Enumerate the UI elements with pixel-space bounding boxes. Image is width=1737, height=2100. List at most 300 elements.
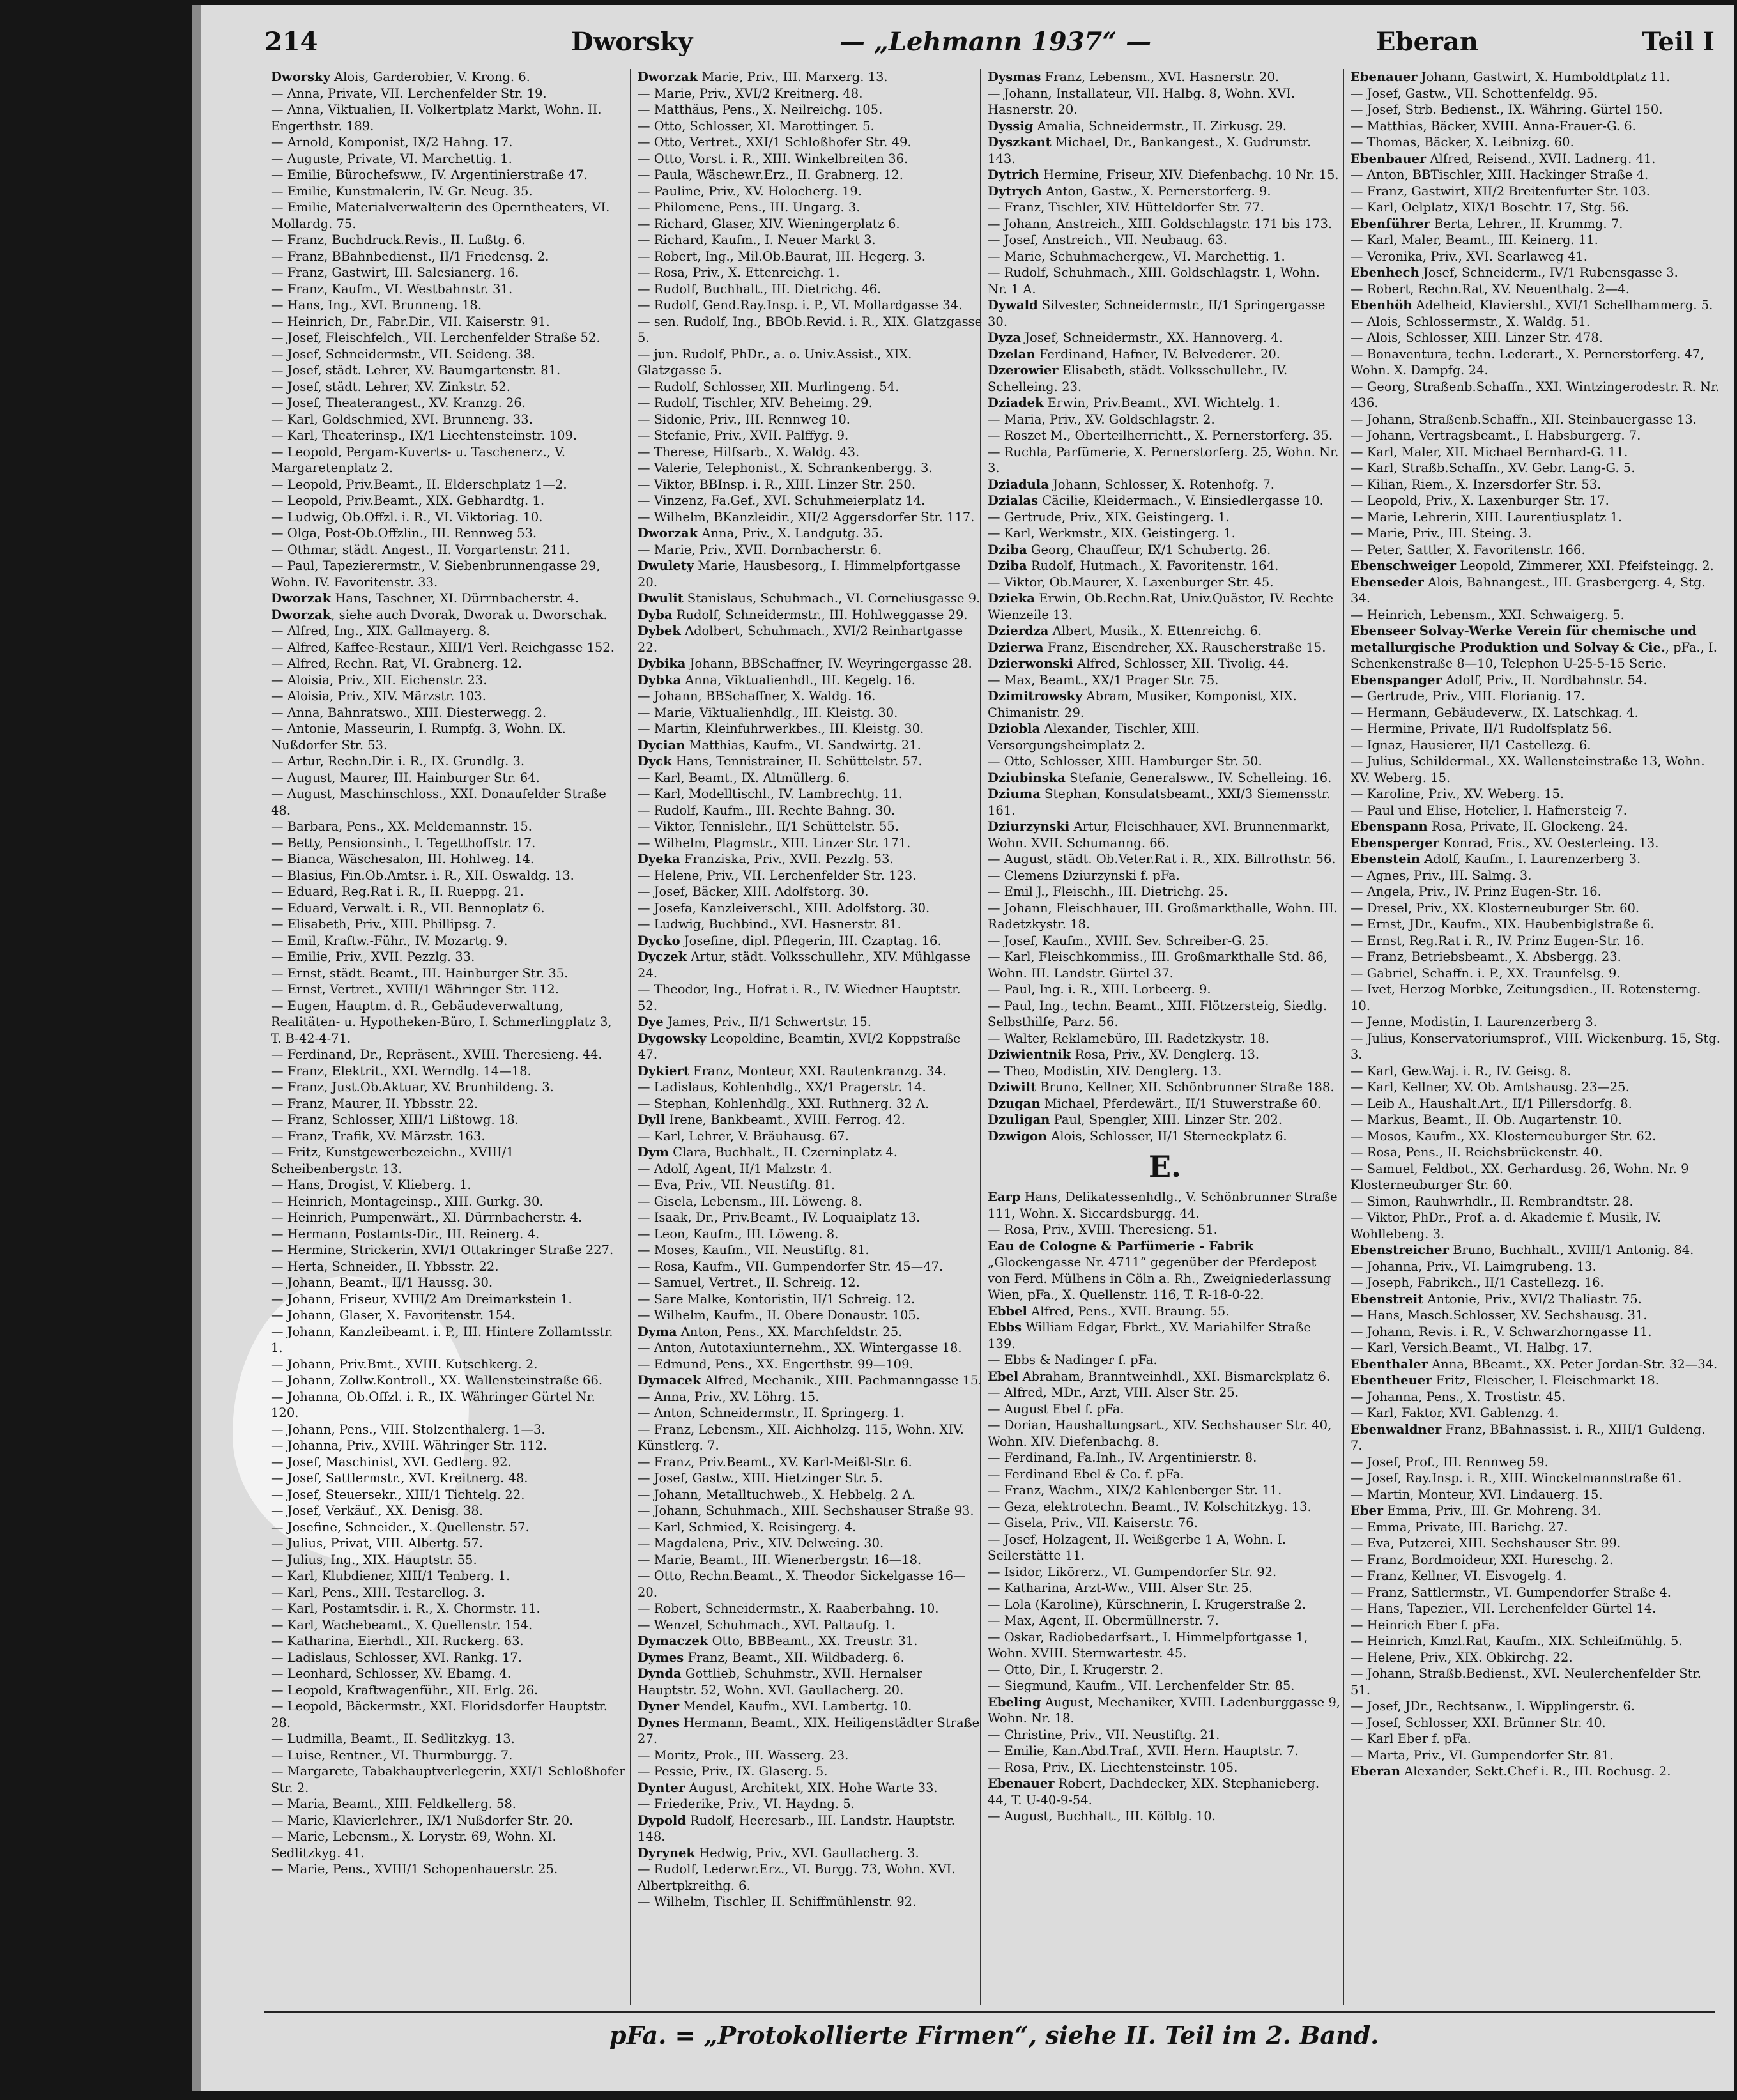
entry-text: Hans, Taschner, XI. Dürrnbacherstr. 4.: [331, 591, 579, 606]
entry-text: — Marie, Priv., XVI/2 Kreitnerg. 48.: [638, 86, 863, 101]
directory-entry: [271, 933, 625, 949]
entry-text: — Emil J., Fleischh., III. Dietrichg. 25.: [988, 884, 1228, 899]
entry-text: — Emilie, Priv., XVII. Pezzlg. 33.: [271, 949, 475, 964]
directory-entry: [638, 1813, 983, 1845]
directory-entry: [638, 1079, 983, 1096]
entry-text: — Arnold, Komponist, IX/2 Hahng. 17.: [271, 135, 513, 149]
directory-entry: [638, 1600, 983, 1617]
directory-entry: [988, 655, 1342, 672]
entry-text: — Wenzel, Schuhmach., XVI. Paltaufg. 1.: [638, 1617, 896, 1632]
entry-text: — Geza, elektrotechn. Beamt., IV. Kolschitzkyg. 13.: [988, 1499, 1312, 1514]
directory-entry: [638, 1422, 983, 1454]
directory-entry: [638, 1209, 983, 1226]
entry-text: — Gisela, Lebensm., III. Löweng. 8.: [638, 1193, 862, 1209]
entry-surname: Dym: [638, 1145, 669, 1160]
directory-entry: [271, 411, 625, 428]
entry-text: — Ladislaus, Schlosser, XVI. Rankg. 17.: [271, 1650, 522, 1665]
entry-text: — Karl, Goldschmied, XVI. Brunneng. 33.: [271, 411, 533, 427]
entry-text: — Max, Beamt., XX/1 Prager Str. 75.: [988, 672, 1219, 687]
entry-text: — Samuel, Vertret., II. Schreig. 12.: [638, 1275, 860, 1290]
entry-text: Michael, Pferdewärt., II/1 Stuwerstraße 60.: [1040, 1096, 1322, 1111]
directory-entry: [638, 1226, 983, 1243]
entry-surname: Dybka: [638, 672, 682, 687]
entry-text: — Ladislaus, Kohlenhdlg., XX/1 Pragerstr. 14.: [638, 1080, 926, 1094]
directory-entry: [271, 86, 625, 102]
directory-entry: [1351, 1535, 1721, 1552]
footer-rule: [264, 2011, 1715, 2013]
entry-text: — Franz, Wachm., XIX/2 Kahlenberger Str. 11.: [988, 1483, 1282, 1498]
entry-text: — Johann, Pens., VIII. Stolzenthalerg. 1—3.: [271, 1422, 546, 1437]
entry-surname: Dyza: [988, 330, 1021, 345]
directory-entry: [271, 1046, 625, 1063]
entry-text: — Martin, Monteur, XVI. Lindauerg. 15.: [1351, 1487, 1603, 1502]
directory-entry: [1351, 69, 1721, 86]
entry-text: Hermann, Beamt., XIX. Heiligenstädter Straße 27.: [638, 1715, 980, 1746]
entry-surname: Ebenspanger: [1351, 672, 1442, 687]
directory-entry: [1351, 786, 1721, 802]
directory-entry: [988, 330, 1342, 346]
entry-text: — Karl, Kellner, XV. Ob. Amtshausg. 23—25.: [1351, 1080, 1630, 1094]
entry-text: — Robert, Schneidermstr., X. Raaberbahng. 10.: [638, 1601, 939, 1616]
directory-title: — „Lehmann 1937“ —: [839, 27, 1152, 57]
directory-entry: [638, 427, 983, 444]
directory-entry: [271, 525, 625, 542]
directory-entry: [638, 1372, 983, 1389]
entry-text: — Franz, BBahnbedienst., II/1 Friedensg. 2.: [271, 249, 549, 264]
entry-text: Rudolf, Hutmach., X. Favoritenstr. 164.: [1027, 558, 1279, 573]
directory-entry: [271, 1698, 625, 1731]
directory-entry: [638, 818, 983, 835]
directory-entry: [638, 509, 983, 526]
directory-entry: [638, 1340, 983, 1356]
directory-entry: [1351, 1503, 1721, 1519]
directory-entry: [271, 1096, 625, 1112]
directory-entry: [988, 949, 1342, 981]
entry-text: — Fritz, Kunstgewerbezeichn., XVIII/1 Scheibenbergstr. 13.: [271, 1145, 514, 1176]
entry-text: — Leopold, Bäckermstr., XXI. Floridsdorfer Hauptstr. 28.: [271, 1699, 608, 1730]
entry-surname: Dzerowier: [988, 363, 1059, 378]
entry-text: — Otto, Schlosser, XIII. Hamburger Str. 50.: [988, 754, 1262, 769]
entry-text: — Theodor, Ing., Hofrat i. R., IV. Wiedner Hauptstr. 52.: [638, 982, 961, 1013]
directory-entry: [271, 264, 625, 281]
entry-text: — Blasius, Fin.Ob.Amtsr. i. R., XII. Oswaldg. 13.: [271, 868, 574, 883]
directory-entry: [271, 232, 625, 249]
directory-entry: [638, 151, 983, 167]
directory-entry: [638, 737, 983, 754]
entry-text: — Alfred, Kaffee-Restaur., XIII/1 Verl. Reichgasse 152.: [271, 640, 615, 655]
directory-entry: [638, 1031, 983, 1063]
entry-surname: Ebenschweiger: [1351, 558, 1457, 573]
entry-text: — Rudolf, Kaufm., III. Rechte Bahng. 30.: [638, 802, 896, 818]
directory-entry: [638, 1666, 983, 1698]
directory-entry: [988, 1466, 1342, 1483]
entry-text: — Anton, BBTischler, XIII. Hackinger Straße 4.: [1351, 167, 1649, 182]
directory-entry: [1351, 427, 1721, 444]
entry-text: — Sidonie, Priv., III. Rennweg 10.: [638, 411, 850, 427]
entry-surname: Ebenseer Solvay-Werke Verein für chemische und metallurgische Produktion und Solvay & Cie.: [1351, 624, 1697, 655]
entry-text: — Marie, Priv., XVII. Dornbacherstr. 6.: [638, 542, 882, 557]
directory-entry: [988, 1808, 1342, 1825]
directory-entry: [271, 623, 625, 640]
entry-surname: Eberan: [1351, 1764, 1400, 1779]
entry-text: — Hans, Ing., XVI. Brunneng. 18.: [271, 298, 482, 312]
directory-entry: [1351, 705, 1721, 721]
entry-text: — Hans, Masch.Schlosser, XV. Sechshausg. 31.: [1351, 1308, 1648, 1322]
entry-text: — Ernst, städt. Beamt., III. Hainburger Str. 35.: [271, 965, 569, 981]
entry-text: — Alfred, MDr., Arzt, VIII. Alser Str. 25.: [988, 1385, 1239, 1400]
entry-text: — Ernst, JDr., Kaufm., XIX. Haubenbiglstraße 6.: [1351, 917, 1655, 931]
directory-entry: [1351, 1715, 1721, 1731]
directory-entry: [1351, 1144, 1721, 1161]
directory-entry: [271, 1193, 625, 1210]
entry-text: Alexander, Tischler, XIII. Versorgungsheimplatz 2.: [988, 721, 1200, 753]
directory-entry: [1351, 134, 1721, 151]
entry-text: — Hermann, Gebäudeverw., IX. Latschkag. 4.: [1351, 705, 1639, 720]
directory-entry: [988, 1515, 1342, 1531]
entry-text: — Johann, Kanzleibeamt. i. P., III. Hintere Zollamtsstr. 1.: [271, 1324, 613, 1355]
entry-text: — Roszet M., Oberteilherrichtt., X. Pernerstorferg. 35.: [988, 428, 1333, 443]
entry-text: — Christine, Priv., VII. Neustiftg. 21.: [988, 1727, 1220, 1742]
entry-text: — Johanna, Priv., XVIII. Währinger Str. 112.: [271, 1438, 547, 1453]
entry-text: — Emilie, Bürochefsww., IV. Argentinierstraße 47.: [271, 167, 588, 182]
entry-surname: Eau de Cologne & Parfümerie - Fabrik: [988, 1238, 1254, 1253]
entry-text: Otto, BBBeamt., XX. Treustr. 31.: [708, 1634, 918, 1648]
entry-text: — Artur, Rechn.Dir. i. R., IX. Grundlg. 3.: [271, 754, 525, 769]
entry-text: — Karl, Modelltischl., IV. Lambrechtg. 11.: [638, 786, 903, 801]
directory-entry: [271, 851, 625, 868]
entry-text: — Barbara, Pens., XX. Meldemannstr. 15.: [271, 819, 532, 834]
directory-entry: [1351, 249, 1721, 265]
directory-entry: [638, 1307, 983, 1324]
directory-entry: [271, 1242, 625, 1259]
entry-text: — Karl, Lehrer, V. Bräuhausg. 67.: [638, 1128, 849, 1144]
directory-entry: [271, 1226, 625, 1243]
directory-entry: [271, 949, 625, 965]
entry-text: — Johann, Anstreich., XIII. Goldschlagstr. 171 bis 173.: [988, 216, 1333, 231]
entry-text: — August, Buchhalt., III. Kölblg. 10.: [988, 1809, 1216, 1823]
entry-text: — Karl, Faktor, XVI. Gablenzg. 4.: [1351, 1406, 1559, 1420]
directory-entry: [638, 900, 983, 917]
entry-text: Alfred, Schlosser, XII. Tivolig. 44.: [1073, 656, 1289, 671]
directory-entry: [271, 1584, 625, 1601]
directory-entry: [271, 1422, 625, 1438]
entry-text: — Gabriel, Schaffn. i. P., XX. Traunfelsg. 9.: [1351, 965, 1621, 981]
directory-entry: [988, 721, 1342, 753]
entry-surname: Ebenstreicher: [1351, 1243, 1449, 1257]
entry-text: — Maria, Priv., XV. Goldschlagstr. 2.: [988, 411, 1215, 427]
entry-surname: Ebenseder: [1351, 574, 1424, 590]
entry-text: — Karl, Schmied, X. Reisingerg. 4.: [638, 1519, 857, 1535]
entry-text: — Eugen, Hauptm. d. R., Gebäudeverwaltung, Realitäten- u. Hypotheken-Büro, I. Schmerlingplatz 3, T. B-42-4-71.: [271, 998, 612, 1046]
directory-entry: [271, 1568, 625, 1584]
entry-text: — Robert, Ing., Mil.Ob.Baurat, III. Hegerg. 3.: [638, 249, 926, 264]
directory-entry: [638, 1519, 983, 1536]
entry-surname: Dwulit: [638, 591, 684, 606]
directory-entry: [271, 640, 625, 656]
directory-entry: [271, 1763, 625, 1796]
entry-text: — Josef, Holzagent, II. Weißgerbe 1 A, Wohn. I. Seilerstätte 11.: [988, 1531, 1287, 1563]
directory-entry: [638, 1780, 983, 1797]
directory-entry: [271, 672, 625, 689]
entry-text: — Josefine, Schneider., X. Quellenstr. 57.: [271, 1519, 530, 1535]
directory-entry: [988, 672, 1342, 689]
directory-entry: [1351, 509, 1721, 526]
directory-entry: [988, 590, 1342, 623]
entry-text: — Leonhard, Schlosser, XV. Ebamg. 4.: [271, 1666, 512, 1681]
entry-text: — Josef, Sattlermstr., XVI. Kreitnerg. 48.: [271, 1471, 528, 1485]
entry-text: Ferdinand, Hafner, IV. Belvederег. 20.: [1035, 346, 1280, 362]
column-4: [1343, 69, 1721, 2005]
entry-surname: Dzierdza: [988, 624, 1049, 638]
entry-text: — Betty, Pensionsinh., I. Tegetthoffstr. 17.: [271, 835, 536, 850]
entry-text: — Karoline, Priv., XV. Weberg. 15.: [1351, 786, 1565, 801]
directory-entry: [988, 183, 1342, 200]
entry-text: — Johann, Glaser, X. Favoritenstr. 154.: [271, 1308, 516, 1322]
directory-entry: [988, 444, 1342, 477]
directory-entry: [638, 1894, 983, 1910]
directory-entry: [1351, 1242, 1721, 1259]
entry-text: — Richard, Glaser, XIV. Wieningerplatz 6.: [638, 216, 900, 231]
directory-entry: [638, 1144, 983, 1161]
directory-entry: [638, 1014, 983, 1031]
entry-text: — Josef, Gastw., XIII. Hietzinger Str. 5.: [638, 1471, 883, 1485]
entry-text: — Adolf, Agent, II/1 Malzstr. 4.: [638, 1161, 832, 1176]
entry-text: Adolf, Priv., II. Nordbahnstr. 54.: [1441, 672, 1648, 687]
entry-text: Berta, Lehrer., II. Krummg. 7.: [1430, 216, 1623, 231]
directory-entry: [988, 297, 1342, 330]
directory-entry: [988, 134, 1342, 167]
entry-text: — Theo, Modistin, XIV. Denglerg. 13.: [988, 1063, 1222, 1078]
entry-surname: Dworzak: [271, 591, 332, 606]
directory-entry: [271, 1209, 625, 1226]
entry-text: — Othmar, städt. Angest., II. Vorgartenstr. 211.: [271, 542, 570, 557]
entry-text: Rosa, Priv., XV. Denglerg. 13.: [1071, 1047, 1260, 1062]
entry-surname: Dzelan: [988, 346, 1036, 362]
entry-text: Rudolf, Schneidermstr., III. Hohlweggasse 29.: [672, 607, 968, 622]
entry-text: — Johann, Metalltuchweb., X. Hebbelg. 2 A.: [638, 1487, 915, 1502]
directory-entry: [1351, 1128, 1721, 1145]
entry-text: — Anton, Autotaxiunternehm., XX. Wintergasse 18.: [638, 1340, 962, 1355]
entry-text: — Emilie, Kan.Abd.Traf., XVII. Hern. Hauptstr. 7.: [988, 1744, 1299, 1758]
entry-text: — Emilie, Kunstmalerin, IV. Gr. Neug. 35.: [271, 183, 533, 199]
directory-entry: [271, 998, 625, 1047]
entry-surname: Ebenthaler: [1351, 1356, 1428, 1372]
directory-entry: [1351, 1633, 1721, 1650]
directory-entry: [1351, 1763, 1721, 1780]
directory-entry: [271, 314, 625, 330]
entry-text: — Isidor, Likörerz., VI. Gumpendorfer Str. 92.: [988, 1564, 1277, 1579]
directory-entry: [638, 1763, 983, 1780]
directory-entry: [638, 379, 983, 395]
entry-surname: Dykiert: [638, 1063, 689, 1078]
directory-entry: [1351, 525, 1721, 542]
directory-entry: [988, 1096, 1342, 1112]
directory-entry: [271, 721, 625, 753]
entry-text: — Heinrich, Pumpenwärt., XI. Dürrnbacherstr. 4.: [271, 1210, 583, 1225]
directory-entry: [1351, 1698, 1721, 1715]
entry-text: — Karl, Postamtsdir. i. R., X. Chormstr. 11.: [271, 1601, 540, 1616]
directory-entry: [988, 1063, 1342, 1080]
directory-entry: [638, 542, 983, 558]
directory-entry: [988, 1303, 1342, 1320]
entry-text: — Wilhelm, Kaufm., II. Obere Donaustr. 105.: [638, 1308, 920, 1322]
entry-text: — Marie, Pens., XVIII/1 Schopenhauerstr. 25.: [271, 1862, 558, 1876]
directory-entry: [271, 1503, 625, 1519]
directory-entry: [1351, 688, 1721, 705]
entry-surname: Dypold: [638, 1813, 686, 1828]
entry-text: — Karl, Werkmstr., XIX. Geistingerg. 1.: [988, 526, 1236, 540]
directory-entry: [1351, 1747, 1721, 1764]
directory-entry: [271, 1307, 625, 1324]
directory-entry: [271, 965, 625, 982]
entry-text: — Rosa, Priv., IX. Liechtensteinstr. 105.: [988, 1759, 1238, 1775]
directory-entry: [1351, 802, 1721, 819]
entry-text: Adolf, Kaufm., I. Laurenzerberg 3.: [1420, 852, 1641, 866]
entry-text: Rudolf, Heeresarb., III. Landstr. Hauptstr. 148.: [638, 1813, 956, 1844]
entry-text: — Josef, städt. Lehrer, XV. Baumgartenstr. 81.: [271, 363, 561, 378]
directory-entry: [638, 868, 983, 884]
entry-text: Mendel, Kaufm., XVI. Lambertg. 10.: [679, 1699, 912, 1713]
directory-entry: [988, 623, 1342, 640]
directory-entry: [638, 623, 983, 655]
directory-entry: [1351, 232, 1721, 249]
directory-entry: [271, 590, 625, 607]
entry-text: Josefine, dipl. Pflegerin, III. Czaptag. 16.: [680, 933, 942, 948]
directory-entry: [638, 1128, 983, 1145]
directory-entry: [988, 249, 1342, 265]
directory-entry: [271, 346, 625, 363]
directory-entry: [638, 1633, 983, 1650]
entry-text: Josef, Schneiderm., IV/1 Rubensgasse 3.: [1419, 265, 1678, 280]
entry-text: Erwin, Priv.Beamt., XVI. Wichtelg. 1.: [1043, 395, 1280, 410]
entry-text: Alois, Schlosser, II/1 Sterneckplatz 6.: [1047, 1128, 1287, 1144]
directory-entry: [271, 379, 625, 395]
directory-entry: [1351, 900, 1721, 917]
directory-entry: [1351, 1487, 1721, 1503]
entry-text: — Sare Malke, Kontoristin, II/1 Schreig. 12.: [638, 1291, 915, 1307]
entry-text: — Johann, Fleischhauer, III. Großmarkthalle, Wohn. III. Radetzkystr. 18.: [988, 900, 1338, 931]
entry-surname: Ebenhech: [1351, 265, 1419, 280]
entry-surname: Dymaczek: [638, 1634, 708, 1648]
directory-entry: [988, 1727, 1342, 1744]
directory-entry: [988, 998, 1342, 1031]
entry-text: — Viktor, Tennislehr., II/1 Schüttelstr. 55.: [638, 819, 899, 834]
entry-surname: Dzieka: [988, 591, 1035, 606]
directory-entry: [638, 1389, 983, 1406]
entry-text: Matthias, Kaufm., VI. Sandwirtg. 21.: [685, 737, 921, 753]
entry-surname: Dyll: [638, 1112, 666, 1127]
directory-entry: [1351, 1731, 1721, 1747]
entry-surname: Dziuma: [988, 786, 1041, 801]
directory-entry: [271, 1389, 625, 1422]
entry-text: Artur, Fleischhauer, XVI. Brunnenmarkt, Wohn. XVII. Schumanng. 66.: [988, 819, 1330, 850]
directory-entry: [988, 1580, 1342, 1597]
directory-entry: [638, 835, 983, 852]
entry-text: Stanislaus, Schuhmach., VI. Corneliusgasse 9.: [683, 591, 981, 606]
directory-entry: [1351, 460, 1721, 477]
directory-entry: [988, 411, 1342, 428]
entry-text: — Leopold, Priv.Beamt., II. Elderschplatz 1—2.: [271, 477, 567, 492]
directory-entry: [271, 1112, 625, 1128]
entry-text: — Pauline, Priv., XV. Holocherg. 19.: [638, 183, 862, 199]
directory-entry: [638, 134, 983, 151]
directory-entry: [1351, 835, 1721, 852]
entry-text: — Ludwig, Buchbind., XVI. Hasnerstr. 81.: [638, 917, 901, 931]
entry-text: Adolbert, Schuhmach., XVI/2 Reinhartgasse 22.: [638, 624, 963, 655]
entry-text: — Josef, Kaufm., XVIII. Sev. Schreiber-G. 25.: [988, 933, 1269, 948]
entry-text: — Thomas, Bäcker, X. Leibnizg. 60.: [1351, 135, 1574, 149]
directory-entry: [638, 1650, 983, 1666]
entry-text: — Alfred, Ing., XIX. Gallmayerg. 8.: [271, 624, 491, 638]
entry-text: — Josef, Verkäuf., XX. Denisg. 38.: [271, 1503, 484, 1518]
directory-entry: [271, 102, 625, 134]
directory-entry: [1351, 183, 1721, 200]
entry-text: Anton, Gastw., X. Pernerstorferg. 9.: [1041, 183, 1271, 199]
directory-entry: [638, 1096, 983, 1112]
directory-entry: [638, 1356, 983, 1373]
directory-entry: [988, 509, 1342, 526]
entry-surname: Dycian: [638, 737, 685, 753]
entry-text: — Hans, Drogist, V. Klieberg. 1.: [271, 1177, 471, 1192]
directory-entry: [271, 655, 625, 672]
directory-entry: [271, 558, 625, 590]
entry-text: — Viktor, Ob.Maurer, X. Laxenburger Str. 45.: [988, 574, 1274, 590]
entry-text: — Herta, Schneider., II. Ybbsstr. 22.: [271, 1259, 499, 1274]
entry-surname: Dzugan: [988, 1096, 1041, 1111]
entry-text: — Johanna, Pens., X. Trostistr. 45.: [1351, 1389, 1566, 1404]
entry-text: — Julius, Konservatoriumsprof., VIII. Wickenburg. 15, Stg. 3.: [1351, 1031, 1720, 1062]
entry-text: , pFa., I. Schenkenstraße 8—10, Telephon U-25-5-15 Serie.: [1351, 640, 1717, 671]
directory-entry: [271, 981, 625, 998]
entry-text: August, Mechaniker, XVIII. Ladenburggasse 9, Wohn. Nr. 18.: [988, 1694, 1340, 1726]
entry-text: — Rudolf, Buchhalt., III. Dietrichg. 46.: [638, 281, 882, 296]
directory-entry: [638, 1861, 983, 1894]
directory-entry: [271, 1079, 625, 1096]
directory-entry: [1351, 1112, 1721, 1128]
entry-text: — Josef, Gastw., VII. Schottenfeldg. 95.: [1351, 86, 1598, 101]
entry-surname: Dwulety: [638, 558, 694, 573]
entry-text: — Rosa, Pens., II. Reichsbrückenstr. 40.: [1351, 1145, 1603, 1160]
directory-entry: [1351, 1552, 1721, 1568]
entry-text: — Marie, Beamt., III. Wienerbergstr. 16—18.: [638, 1552, 922, 1567]
entry-text: Georg, Chauffeur, IX/1 Schubertg. 26.: [1027, 542, 1271, 557]
entry-text: — Vinzenz, Fa.Gef., XVI. Schuhmeierplatz 14.: [638, 493, 926, 508]
footer-note: pFa. = „Protokollierte Firmen“, siehe II. Teil im 2. Band.: [609, 2021, 1379, 2050]
entry-text: — Siegmund, Kaufm., VII. Lerchenfelder Str. 85.: [988, 1678, 1295, 1693]
directory-entry: [271, 1731, 625, 1747]
directory-entry: [271, 1470, 625, 1487]
directory-entry: [988, 525, 1342, 542]
entry-text: — Josef, Steuersekr., XIII/1 Tichtelg. 22.: [271, 1487, 525, 1502]
directory-entry: [988, 1128, 1342, 1145]
directory-entry: [1351, 721, 1721, 737]
entry-surname: Dzierwonski: [988, 656, 1073, 671]
entry-text: Hedwig, Priv., XVI. Gaullacherg. 3.: [694, 1845, 919, 1860]
entry-text: — Julius, Schildermal., XX. Wallensteinstraße 13, Wohn. XV. Weberg. 15.: [1351, 754, 1705, 785]
entry-surname: Eber: [1351, 1503, 1384, 1518]
entry-text: — Gisela, Priv., VII. Kaiserstr. 76.: [988, 1515, 1198, 1530]
entry-text: — Franz, Schlosser, XIII/1 Lißtowg. 18.: [271, 1112, 519, 1127]
directory-entry: [1351, 916, 1721, 933]
entry-text: — Franz, Betriebsbeamt., X. Absbergg. 23.: [1351, 949, 1621, 964]
entry-text: — Martin, Kleinfuhrwerkbes., III. Kleistg. 30.: [638, 721, 924, 736]
directory-entry: [1351, 672, 1721, 689]
entry-text: August, Architekt, XIX. Hohe Warte 33.: [685, 1780, 938, 1795]
entry-text: — August Ebel f. pFa.: [988, 1401, 1124, 1416]
directory-entry: [1351, 737, 1721, 754]
directory-entry: [271, 134, 625, 151]
entry-text: — Johanna, Priv., VI. Laimgrubeng. 13.: [1351, 1259, 1596, 1274]
